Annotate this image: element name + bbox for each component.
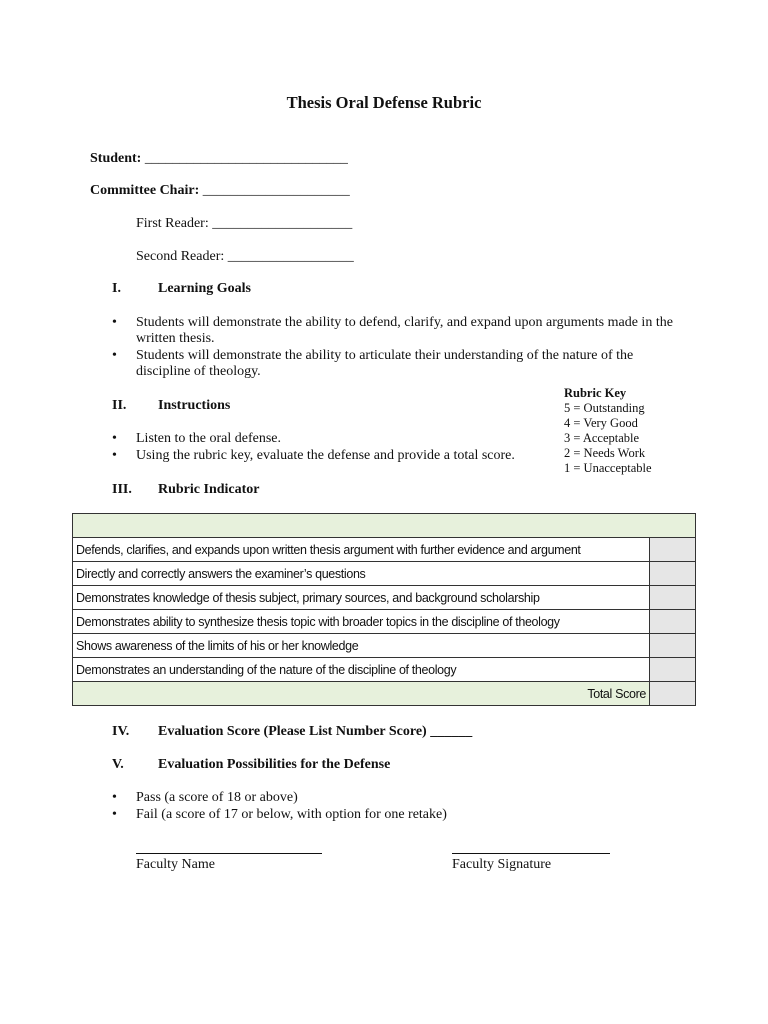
faculty-name-line[interactable] [136, 853, 322, 854]
rubric-key [564, 386, 652, 476]
goal-item-2 [112, 348, 682, 380]
goal-2-line-1: Students will demonstrate the ability to articulate their understanding of the nature of the [136, 348, 634, 363]
possibility-item-1 [112, 790, 298, 806]
bullet-icon: • [112, 348, 117, 363]
possibility-item-2 [112, 807, 447, 823]
goal-2-line-2: discipline of theology. [136, 364, 261, 379]
rubric-header-row [73, 514, 696, 538]
rubric-indicator: Demonstrates an understanding of the nature of the discipline of theology [73, 658, 650, 682]
student-field [90, 150, 348, 167]
rubric-indicator: Shows awareness of the limits of his or her knowledge [73, 634, 650, 658]
goal-1-line-1: Students will demonstrate the ability to defend, clarify, and expand upon arguments made in the [136, 315, 673, 330]
total-score-row [73, 682, 696, 706]
rubric-key-item: 5 = Outstanding [564, 401, 645, 415]
committee-chair-label: Committee Chair: [90, 183, 200, 198]
faculty-name-label: Faculty Name [136, 857, 215, 872]
section-3-number: III. [112, 482, 132, 497]
table-row [73, 562, 696, 586]
faculty-signature-line[interactable] [452, 853, 610, 854]
score-cell[interactable] [650, 634, 696, 658]
rubric-indicator: Defends, clarifies, and expands upon written thesis argument with further evidence and argument [73, 538, 650, 562]
table-row [73, 658, 696, 682]
section-4-title[interactable]: Evaluation Score (Please List Number Score) ______ [158, 724, 473, 739]
possibility-1-text: Pass (a score of 18 or above) [136, 790, 298, 805]
committee-chair-field [90, 182, 350, 199]
rubric-key-title: Rubric Key [564, 386, 627, 400]
instruction-2-text: Using the rubric key, evaluate the defense and provide a total score. [136, 448, 515, 463]
student-blank[interactable]: _____________________________ [144, 151, 348, 166]
score-cell[interactable] [650, 538, 696, 562]
score-cell[interactable] [650, 562, 696, 586]
bullet-icon: • [112, 448, 117, 463]
instruction-1-text: Listen to the oral defense. [136, 431, 282, 446]
bullet-icon: • [112, 807, 117, 822]
goal-item-1 [112, 315, 682, 347]
section-2-number: II. [112, 398, 127, 413]
second-reader-field[interactable]: Second Reader: __________________ [136, 249, 354, 264]
section-4-number: IV. [112, 724, 130, 739]
section-3-title: Rubric Indicator [158, 482, 260, 497]
bullet-icon: • [112, 431, 117, 446]
committee-chair-blank[interactable]: _____________________ [202, 183, 350, 198]
score-cell[interactable] [650, 610, 696, 634]
total-score-cell[interactable] [650, 682, 696, 706]
student-label: Student: [90, 151, 142, 166]
rubric-indicator: Demonstrates knowledge of thesis subject, primary sources, and background scholarship [73, 586, 650, 610]
rubric-key-item: 2 = Needs Work [564, 446, 646, 460]
table-row [73, 634, 696, 658]
instruction-item-2 [112, 448, 515, 464]
rubric-key-item: 4 = Very Good [564, 416, 638, 430]
rubric-header-cell [73, 514, 696, 538]
faculty-signature-label: Faculty Signature [452, 857, 552, 872]
page-title: Thesis Oral Defense Rubric [286, 93, 482, 112]
rubric-table [72, 513, 696, 706]
score-cell[interactable] [650, 586, 696, 610]
rubric-key-item: 3 = Acceptable [564, 431, 640, 445]
rubric-indicator: Directly and correctly answers the examiner’s questions [73, 562, 650, 586]
rubric-indicator: Demonstrates ability to synthesize thesis topic with broader topics in the discipline of theology [73, 610, 650, 634]
total-score-label: Total Score [73, 682, 650, 706]
section-5-title: Evaluation Possibilities for the Defense [158, 757, 391, 772]
bullet-icon: • [112, 790, 117, 805]
section-5-number: V. [112, 757, 124, 772]
rubric-key-item: 1 = Unacceptable [564, 461, 652, 475]
instruction-item-1 [112, 431, 281, 447]
table-row [73, 586, 696, 610]
section-1-number: I. [112, 281, 121, 296]
section-1-title: Learning Goals [158, 281, 251, 296]
table-row [73, 538, 696, 562]
section-2-title: Instructions [158, 398, 231, 413]
first-reader-field[interactable]: First Reader: ____________________ [136, 216, 353, 231]
bullet-icon: • [112, 315, 117, 330]
table-row [73, 610, 696, 634]
goal-1-line-2: written thesis. [136, 331, 215, 346]
score-cell[interactable] [650, 658, 696, 682]
possibility-2-text: Fail (a score of 17 or below, with option for one retake) [136, 807, 447, 822]
